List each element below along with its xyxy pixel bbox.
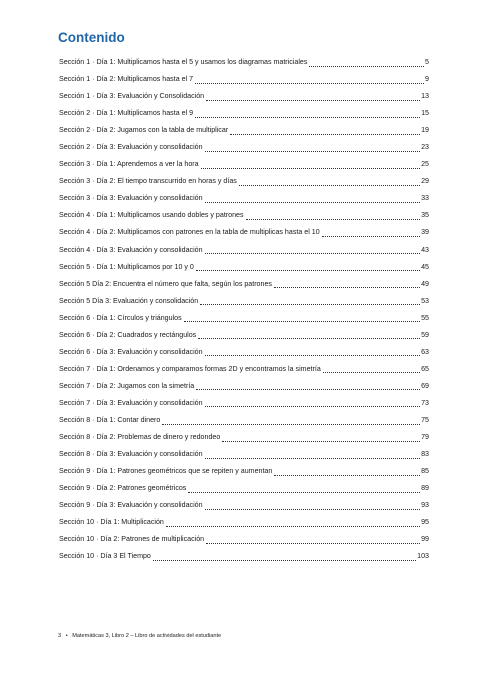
- toc-dot-leader: [322, 236, 420, 237]
- toc-entry-page-number: 29: [421, 177, 429, 186]
- toc-dot-leader: [205, 202, 421, 203]
- toc-dot-leader: [201, 168, 421, 169]
- toc-entry-page-number: 43: [421, 245, 429, 254]
- toc-entry-page-number: 83: [421, 450, 429, 459]
- toc-entry-page-number: 45: [421, 262, 429, 271]
- toc-entry-page-number: 63: [421, 347, 429, 356]
- toc-entry[interactable]: [59, 395, 429, 412]
- toc-entry-label: Sección 9 · Día 2: Patrones geométricos: [59, 484, 187, 493]
- toc-entry-page-number: 55: [421, 313, 429, 322]
- toc-dot-leader: [274, 287, 420, 288]
- toc-entry[interactable]: [59, 310, 429, 327]
- toc-entry-page-number: 35: [421, 211, 429, 220]
- toc-entry[interactable]: [59, 259, 429, 276]
- toc-entry-page-number: 73: [421, 398, 429, 407]
- toc-dot-leader: [206, 100, 420, 101]
- toc-entry-label: Sección 1 · Día 1: Multiplicamos hasta el 5 y usamos los diagramas matriciales: [59, 58, 308, 66]
- toc-dot-leader: [196, 270, 420, 271]
- toc-dot-leader: [323, 372, 420, 373]
- toc-entry-page-number: 39: [421, 228, 429, 237]
- toc-entry[interactable]: [59, 88, 429, 105]
- toc-entry[interactable]: [59, 463, 429, 480]
- toc-entry[interactable]: [59, 497, 429, 514]
- toc-entry-label: Sección 1 · Día 3: Evaluación y Consolidación: [59, 92, 205, 101]
- toc-entry-page-number: 33: [421, 194, 429, 203]
- toc-dot-leader: [198, 338, 420, 339]
- toc-entry[interactable]: [59, 480, 429, 497]
- toc-entry-page-number: 13: [421, 92, 429, 101]
- toc-dot-leader: [184, 321, 420, 322]
- toc-entry-label: Sección 6 · Día 3: Evaluación y consolidación: [59, 347, 203, 356]
- toc-dot-leader: [195, 117, 420, 118]
- toc-dot-leader: [205, 355, 421, 356]
- toc-entry-page-number: 25: [421, 160, 429, 169]
- table-of-contents: [59, 54, 429, 565]
- toc-entry-label: Sección 2 · Día 2: Jugamos con la tabla de multiplicar: [59, 126, 229, 135]
- page-footer: [58, 633, 224, 639]
- toc-dot-leader: [246, 219, 421, 220]
- toc-entry-label: Sección 1 · Día 2: Multiplicamos hasta el 7: [59, 75, 194, 84]
- toc-entry[interactable]: [59, 344, 429, 361]
- toc-entry-page-number: 65: [421, 364, 429, 373]
- toc-entry-label: Sección 7 · Día 2: Jugamos con la simetría: [59, 381, 195, 390]
- toc-entry[interactable]: [59, 122, 429, 139]
- toc-entry-label: Sección 7 · Día 3: Evaluación y consolidación: [59, 398, 203, 407]
- toc-entry[interactable]: [59, 361, 429, 378]
- toc-entry-page-number: 85: [421, 467, 429, 476]
- footer-bullet: •: [65, 633, 68, 639]
- toc-entry-page-number: 59: [421, 330, 429, 339]
- toc-entry-label: Sección 8 · Día 2: Problemas de dinero y redondeo: [59, 433, 221, 442]
- toc-dot-leader: [205, 151, 421, 152]
- toc-entry-label: Sección 9 · Día 3: Evaluación y consolidación: [59, 501, 203, 510]
- toc-entry[interactable]: [59, 514, 429, 531]
- toc-entry[interactable]: [59, 446, 429, 463]
- toc-entry-label: Sección 4 · Día 1: Multiplicamos usando dobles y patrones: [59, 211, 244, 220]
- toc-dot-leader: [205, 406, 421, 407]
- toc-dot-leader: [200, 304, 420, 305]
- toc-entry-label: Sección 9 · Día 1: Patrones geométricos que se repiten y aumentan: [59, 467, 273, 476]
- toc-dot-leader: [230, 134, 420, 135]
- toc-dot-leader: [206, 543, 420, 544]
- toc-entry-page-number: 103: [417, 552, 429, 561]
- toc-entry-page-number: 49: [421, 279, 429, 288]
- toc-entry-label: Sección 5 Día 2: Encuentra el número que falta, según los patrones: [59, 279, 272, 288]
- toc-entry-label: Sección 2 · Día 1: Multiplicamos hasta el 9: [59, 109, 194, 118]
- toc-entry-label: Sección 8 · Día 3: Evaluación y consolidación: [59, 450, 203, 459]
- toc-dot-leader: [274, 475, 420, 476]
- toc-entry-page-number: 89: [421, 484, 429, 493]
- toc-dot-leader: [195, 83, 424, 84]
- toc-dot-leader: [153, 560, 416, 561]
- toc-entry-label: Sección 7 · Día 1: Ordenamos y comparamos formas 2D y encontramos la simetría: [59, 364, 321, 373]
- toc-entry[interactable]: [59, 327, 429, 344]
- toc-entry-label: Sección 6 · Día 2: Cuadrados y rectángulos: [59, 330, 197, 339]
- toc-entry-label: Sección 10 · Día 3 El Tiempo: [59, 552, 151, 561]
- toc-dot-leader: [166, 526, 420, 527]
- toc-entry[interactable]: [59, 548, 429, 565]
- toc-dot-leader: [239, 185, 420, 186]
- toc-entry[interactable]: [59, 276, 429, 293]
- toc-entry-label: Sección 3 · Día 1: Aprendemos a ver la hora: [59, 160, 199, 169]
- toc-entry-label: Sección 10 · Día 1: Multiplicación: [59, 518, 164, 527]
- toc-entry-label: Sección 3 · Día 2: El tiempo transcurrido en horas y días: [59, 177, 237, 186]
- toc-entry[interactable]: [59, 173, 429, 190]
- toc-entry[interactable]: [59, 378, 429, 395]
- toc-dot-leader: [309, 66, 424, 67]
- toc-entry[interactable]: [59, 54, 429, 71]
- toc-entry-page-number: 75: [421, 415, 429, 424]
- toc-entry-page-number: 23: [421, 143, 429, 152]
- toc-entry[interactable]: [59, 156, 429, 173]
- toc-entry[interactable]: [59, 412, 429, 429]
- toc-entry-label: Sección 10 · Día 2: Patrones de multiplicación: [59, 535, 205, 544]
- toc-entry-label: Sección 6 · Día 1: Círculos y triángulos: [59, 313, 182, 322]
- toc-entry-label: Sección 5 · Día 1: Multiplicamos por 10 y 0: [59, 262, 194, 271]
- toc-entry[interactable]: [59, 190, 429, 207]
- toc-entry[interactable]: [59, 105, 429, 122]
- toc-entry-label: Sección 2 · Día 3: Evaluación y consolidación: [59, 143, 203, 152]
- toc-entry[interactable]: [59, 207, 429, 224]
- toc-entry[interactable]: [59, 429, 429, 446]
- toc-entry-page-number: 99: [421, 535, 429, 544]
- toc-entry[interactable]: [59, 139, 429, 156]
- toc-entry[interactable]: [59, 531, 429, 548]
- footer-book-title: Matemáticas 3, Libro 2 – Libro de actividades del estudiante: [72, 633, 222, 639]
- footer-page-number: 3: [58, 633, 62, 639]
- toc-entry[interactable]: [59, 293, 429, 310]
- toc-entry-page-number: 19: [421, 126, 429, 135]
- toc-entry-page-number: 79: [421, 433, 429, 442]
- toc-entry[interactable]: [59, 71, 429, 88]
- toc-entry-label: Sección 4 · Día 3: Evaluación y consolidación: [59, 245, 203, 254]
- toc-entry-page-number: 95: [421, 518, 429, 527]
- toc-entry-label: Sección 4 · Día 2: Multiplicamos con patrones en la tabla de multiplicas hasta el 10: [59, 228, 320, 237]
- page-title: Contenido: [58, 30, 125, 45]
- toc-entry-page-number: 53: [421, 296, 429, 305]
- toc-dot-leader: [196, 389, 420, 390]
- toc-entry-page-number: 93: [421, 501, 429, 510]
- toc-entry[interactable]: [59, 224, 429, 241]
- toc-entry[interactable]: [59, 242, 429, 259]
- toc-entry-label: Sección 5 Día 3: Evaluación y consolidación: [59, 296, 199, 305]
- toc-dot-leader: [188, 492, 420, 493]
- toc-dot-leader: [205, 253, 421, 254]
- toc-dot-leader: [162, 424, 420, 425]
- toc-entry-label: Sección 3 · Día 3: Evaluación y consolidación: [59, 194, 203, 203]
- toc-dot-leader: [205, 509, 421, 510]
- toc-entry-page-number: 5: [425, 58, 429, 66]
- toc-dot-leader: [205, 458, 421, 459]
- toc-dot-leader: [222, 441, 420, 442]
- toc-entry-page-number: 15: [421, 109, 429, 118]
- toc-entry-page-number: 9: [425, 75, 429, 84]
- toc-entry-page-number: 69: [421, 381, 429, 390]
- toc-entry-label: Sección 8 · Día 1: Contar dinero: [59, 415, 161, 424]
